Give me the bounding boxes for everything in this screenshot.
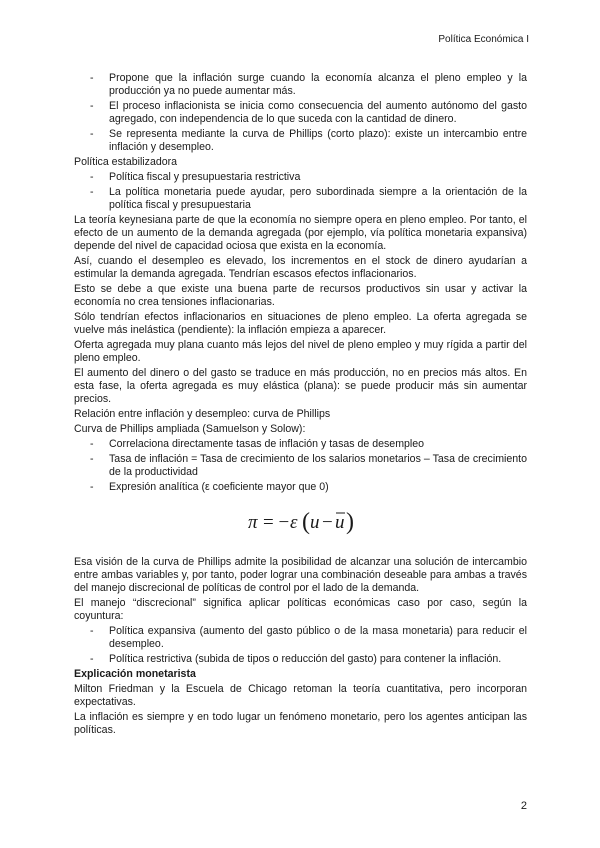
phillips-formula — [74, 504, 527, 538]
paragraph: El manejo “discrecional” significa aplicar políticas económicas caso por caso, según la coyuntura: — [74, 597, 527, 622]
formula-close-paren: ) — [345, 509, 354, 535]
section-heading: Explicación monetarista — [74, 668, 196, 680]
dash-list — [74, 625, 527, 666]
text-line: Curva de Phillips ampliada (Samuelson y Solow): — [74, 423, 306, 435]
formula-equals-minus: = − — [262, 512, 289, 533]
list-item: - El proceso inflacionista se inicia como consecuencia del aumento autónomo del gasto agregado, con independencia de lo que suceda con la cantidad de dinero. — [74, 100, 527, 126]
dash-list — [74, 438, 527, 494]
text-line: Política estabilizadora — [74, 156, 178, 168]
paragraph: Esto se debe a que existe una buena parte de recursos productivos sin usar y activar la economía no crea tensiones inflacionarias. — [74, 283, 527, 308]
paragraph: Oferta agregada muy plana cuanto más lejos del nivel de pleno empleo y muy rígida a partir del pleno empleo. — [74, 339, 527, 364]
dash-list — [74, 171, 527, 212]
paragraph: El aumento del dinero o del gasto se traduce en más producción, no en precios más altos. En esta fase, la oferta agregada es muy elástica (plana): se puede producir más sin aumentar precios. — [74, 367, 527, 405]
formula-minus: − — [321, 512, 333, 533]
paragraph: La inflación es siempre y en todo lugar un fenómeno monetario, pero los agentes anticipan las políticas. — [74, 711, 527, 736]
list-item: - Correlaciona directamente tasas de inflación y tasas de desempleo — [74, 438, 527, 451]
list-item: - Se representa mediante la curva de Phillips (corto plazo): existe un intercambio entre inflación y desempleo. — [74, 128, 527, 154]
paragraph: Milton Friedman y la Escuela de Chicago retoman la teoría cuantitativa, pero incorporan expectativas. — [74, 683, 527, 708]
list-item: - Tasa de inflación = Tasa de crecimiento de los salarios monetarios – Tasa de crecimiento de la productividad — [74, 453, 527, 479]
dash-list — [74, 72, 527, 154]
paragraph: Esa visión de la curva de Phillips admite la posibilidad de alcanzar una solución de intercambio entre ambas variables y, por tanto, poder lograr una combinación deseable para ambas a través del manejo discrecional de políticas de control por el lado de la demanda. — [74, 556, 527, 594]
formula-open-paren: ( — [301, 509, 310, 535]
formula-u: u — [309, 512, 319, 533]
list-item: - Propone que la inflación surge cuando la economía alcanza el pleno empleo y la producción ya no puede aumentar más. — [74, 72, 527, 98]
paragraph: Sólo tendrían efectos inflacionarios en situaciones de pleno empleo. La oferta agregada se vuelve más inelástica (pendiente): la inflación empieza a aparecer. — [74, 311, 527, 336]
list-item: - Expresión analítica (ε coeficiente mayor que 0) — [74, 481, 527, 494]
formula-svg — [246, 504, 356, 538]
paragraph: Así, cuando el desempleo es elevado, los incrementos en el stock de dinero ayudarían a estimular la demanda agregada. Tendrían escasos efectos inflacionarios. — [74, 255, 527, 280]
page-body — [74, 72, 527, 739]
formula-u-bar: u — [334, 512, 344, 533]
page-number: 2 — [520, 800, 527, 812]
paragraph: La teoría keynesiana parte de que la economía no siempre opera en pleno empleo. Por tanto, el efecto de un aumento de la demanda agregada (por ejemplo, vía política monetaria expansiva) depende del nivel de capacidad ociosa que exista en la economía. — [74, 214, 527, 252]
list-item: - Política fiscal y presupuestaria restrictiva — [74, 171, 527, 184]
list-item: - Política expansiva (aumento del gasto público o de la masa monetaria) para reducir el desempleo. — [74, 625, 527, 651]
formula-epsilon: ε — [289, 512, 297, 533]
running-header: Política Económica I — [438, 34, 529, 45]
formula-pi: π — [247, 512, 258, 533]
list-item: - Política restrictiva (subida de tipos o reducción del gasto) para contener la inflación. — [74, 653, 527, 666]
list-item: - La política monetaria puede ayudar, pero subordinada siempre a la orientación de la política fiscal y presupuestaria — [74, 186, 527, 212]
text-line: Relación entre inflación y desempleo: curva de Phillips — [74, 408, 331, 420]
